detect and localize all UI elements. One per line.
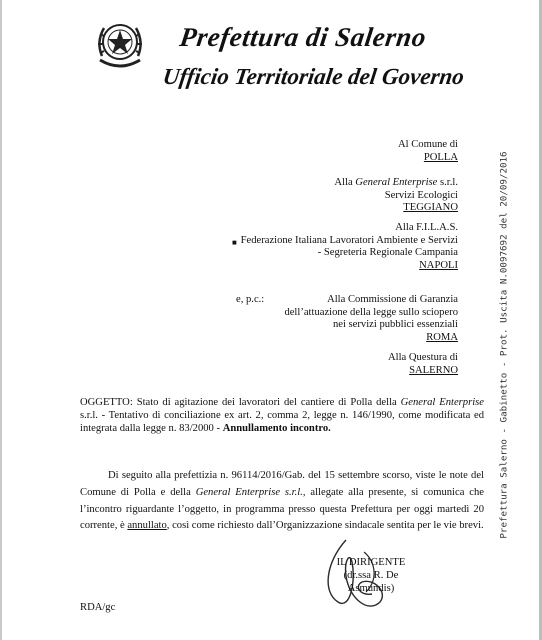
republic-emblem-icon [92, 16, 148, 74]
signer-name: (dr.ssa R. De Asmundis) [343, 570, 399, 594]
letterhead-subtitle: Ufficio Territoriale del Governo [161, 64, 466, 89]
page-left-edge [0, 0, 2, 640]
list-bullet-icon: ■ [232, 238, 237, 247]
subject-paragraph: OGGETTO: Stato di agitazione dei lavoratori del cantiere di Polla della General Enterprise s.r.l. - Tentativo di conciliazione ex art. 2, comma 2, legge n. 146/1990, come modificata ed integrata dalla legge n. 83/2000 - Annullamento incontro. [80, 397, 484, 434]
reference-initials: RDA/gc [80, 602, 116, 613]
letterhead-title: Prefettura di Salerno [177, 22, 429, 52]
subject-label: OGGETTO: [80, 397, 133, 408]
protocol-stamp: Prefettura Salerno - Gabinetto - Prot. Uscita N.0097692 del 20/09/2016 [498, 151, 510, 539]
signer-title: IL DIRIGENTE [336, 557, 406, 568]
recipient-questura: Alla Questura di SALERNO [387, 352, 458, 376]
recipient-commissione: Alla Commissione di Garanzia dell’attuazione della legge sullo sciopero nei servizi pubblici essenziali ROMA [284, 294, 458, 343]
cc-label: e, p.c.: [236, 294, 265, 305]
recipient-comune-polla: Al Comune di POLLA [397, 139, 458, 163]
recipient-general-enterprise: Alla General Enterprise s.r.l. Servizi Ecologici TEGGIANO [334, 177, 458, 214]
body-paragraph: Di seguito alla prefettizia n. 96114/2016/Gab. del 15 settembre scorso, viste le note del Comune di Polla e della General Enterprise s.r.l., allegate alla presente, si comunica che l’incontro riguardante l’oggetto, in programma presso questa Prefettura per oggi martedì 20 corrente, è annullato, così come richiesto dall’Organizzazione sindacale sentita per le vie brevi. [80, 470, 484, 532]
signature-block [321, 556, 421, 595]
recipient-filas: Alla F.I.L.A.S. Federazione Italiana Lavoratori Ambiente e Servizi - Segreteria Regionale Campania NAPOLI [240, 222, 458, 271]
